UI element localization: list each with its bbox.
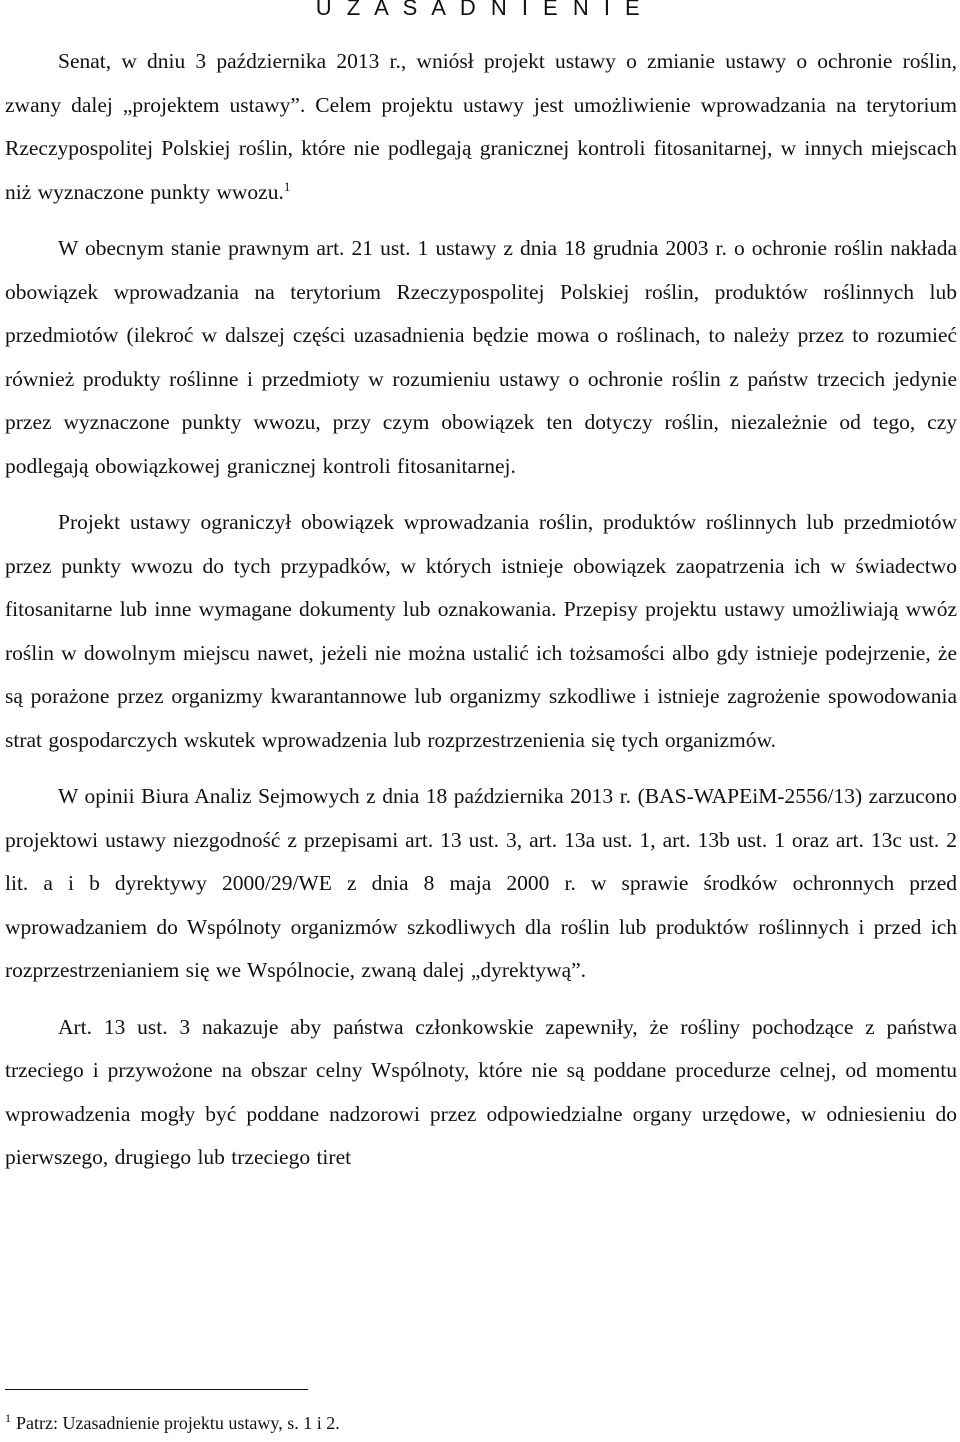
paragraph-2	[5, 227, 957, 488]
paragraph-2-text: W obecnym stanie prawnym art. 21 ust. 1 ustawy z dnia 18 grudnia 2003 r. o ochronie roślin nakłada obowiązek wprowadzania na terytorium Rzeczypospolitej Polskiej roślin, produktów roślinnych lub przedmiotów (ilekroć w dalszej części uzasadnienia będzie mowa o roślinach, to należy przez to rozumieć również produkty roślinne i przedmioty w rozumieniu ustawy o ochronie roślin z państw trzecich jedynie przez wyznaczone punkty wwozu, przy czym obowiązek ten dotyczy roślin, niezależnie od tego, czy podlegają obowiązkowej granicznej kontroli fitosanitarnej.	[5, 236, 957, 478]
paragraph-5	[5, 1006, 957, 1180]
footnote-separator	[5, 1389, 308, 1390]
paragraph-4	[5, 775, 957, 993]
paragraph-1	[5, 40, 957, 214]
footnote	[5, 1412, 945, 1434]
paragraph-5-text: Art. 13 ust. 3 nakazuje aby państwa członkowskie zapewniły, że rośliny pochodzące z państwa trzeciego i przywożone na obszar celny Wspólnoty, które nie są poddane procedurze celnej, od momentu wprowadzenia mogły być poddane nadzorowi przez odpowiedzialne organy urzędowe, w odniesieniu do pierwszego, drugiego lub trzeciego tiret	[5, 1014, 957, 1169]
paragraph-4-text: W opinii Biura Analiz Sejmowych z dnia 18 października 2013 r. (BAS-WAPEiM-2556/13) zarzucono projektowi ustawy niezgodność z przepisami art. 13 ust. 3, art. 13a ust. 1, art. 13b ust. 1 oraz art. 13c ust. 2 lit. a i b dyrektywy 2000/29/WE z dnia 8 maja 2000 r. w sprawie środków ochronnych przed wprowadzaniem do Wspólnoty organizmów szkodliwych dla roślin lub produktów roślinnych i przed ich rozprzestrzenianiem się we Wspólnocie, zwaną dalej „dyrektywą”.	[5, 784, 957, 982]
footnote-number: 1	[5, 1411, 11, 1425]
paragraph-1-text: Senat, w dniu 3 października 2013 r., wniósł projekt ustawy o zmianie ustawy o ochronie roślin, zwany dalej „projektem ustawy”. Celem projektu ustawy jest umożliwienie wprowadzania na terytorium Rzeczypospolitej Polskiej roślin, które nie podlegają granicznej kontroli fitosanitarnej, w innych miejscach niż wyznaczone punkty wwozu.	[5, 49, 957, 204]
document-body	[5, 40, 957, 1180]
paragraph-3-text: Projekt ustawy ograniczył obowiązek wprowadzania roślin, produktów roślinnych lub przedmiotów przez punkty wwozu do tych przypadków, w których istnieje obowiązek zaopatrzenia ich w świadectwo fitosanitarne lub inne wymagane dokumenty lub oznakowania. Przepisy projektu ustawy umożliwiają wwóz roślin w dowolnym miejscu nawet, jeżeli nie można ustalić ich tożsamości albo gdy istnieje podejrzenie, że są porażone przez organizmy kwarantannowe lub organizmy szkodliwe i istnieje zagrożenie spowodowania strat gospodarczych wskutek wprowadzenia lub rozprzestrzenienia się tych organizmów.	[5, 510, 957, 752]
document-heading: U Z A S A D N I E N I E	[315, 0, 645, 20]
paragraph-3	[5, 501, 957, 762]
footnote-text: Patrz: Uzasadnienie projektu ustawy, s. 1 i 2.	[16, 1413, 340, 1433]
footnote-reference: 1	[283, 178, 291, 194]
